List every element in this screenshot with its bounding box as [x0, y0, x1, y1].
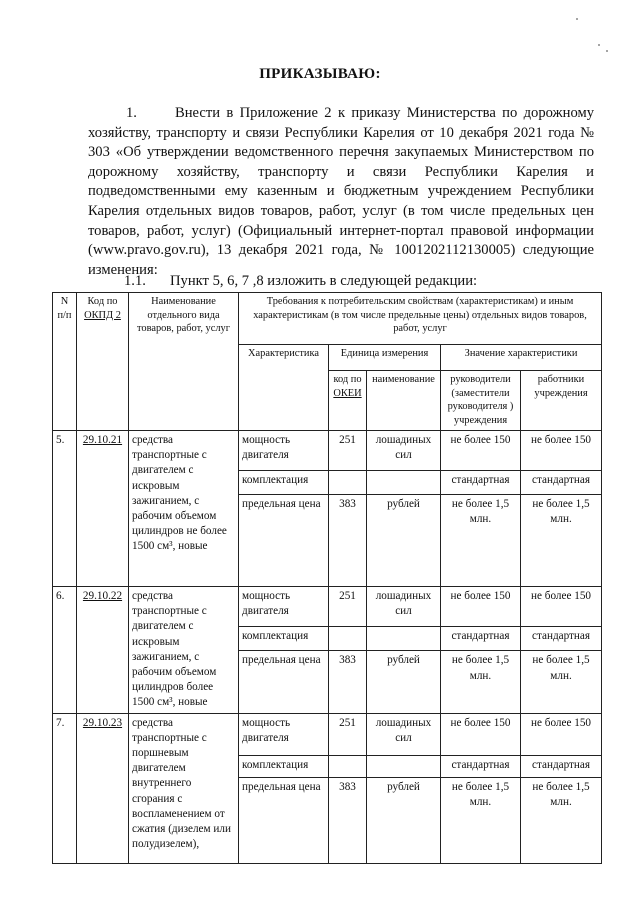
- row-name: средства транспортные с двигателем с искровым зажиганием, с рабочим объемом цилиндров не более 1500 см³, новые: [129, 431, 239, 587]
- char-workers-value: не более 150: [521, 713, 602, 755]
- char-name: комплектация: [239, 471, 329, 495]
- char-workers-value: стандартная: [521, 471, 602, 495]
- char-okei: [329, 627, 367, 651]
- char-okei: 383: [329, 651, 367, 713]
- row-num: 6.: [53, 587, 77, 714]
- char-okei: 251: [329, 431, 367, 471]
- char-managers-value: не более 1,5 млн.: [441, 495, 521, 587]
- underlined-abbr: ОКЕИ: [333, 387, 362, 399]
- char-managers-value: не более 150: [441, 431, 521, 471]
- char-managers-value: стандартная: [441, 755, 521, 777]
- requirements-table: [52, 292, 602, 864]
- char-name: предельная цена: [239, 777, 329, 863]
- char-name: предельная цена: [239, 651, 329, 713]
- header-unit-name: наименование: [367, 371, 441, 431]
- char-workers-value: не более 1,5 млн.: [521, 651, 602, 713]
- char-unit: [367, 471, 441, 495]
- char-name: мощность двигателя: [239, 713, 329, 755]
- header-unit: Единица измерения: [329, 345, 441, 371]
- header-okei-text: код по ОКЕИ: [333, 374, 362, 399]
- subitem-1-1: [124, 272, 477, 292]
- header-characteristic: Характеристика: [239, 345, 329, 431]
- subitem-text: Пункт 5, 6, 7 ,8 изложить в следующей редакции:: [170, 273, 478, 289]
- row-code: 29.10.21: [77, 431, 129, 587]
- table-row: [53, 587, 602, 627]
- char-managers-value: стандартная: [441, 471, 521, 495]
- char-name: предельная цена: [239, 495, 329, 587]
- char-managers-value: не более 150: [441, 713, 521, 755]
- char-managers-value: не более 150: [441, 587, 521, 627]
- char-okei: 383: [329, 777, 367, 863]
- char-name: мощность двигателя: [239, 587, 329, 627]
- char-okei: [329, 471, 367, 495]
- char-unit: рублей: [367, 651, 441, 713]
- char-workers-value: не более 1,5 млн.: [521, 777, 602, 863]
- char-workers-value: стандартная: [521, 755, 602, 777]
- char-workers-value: не более 1,5 млн.: [521, 495, 602, 587]
- subitem-number: 1.1.: [124, 273, 146, 289]
- char-unit: лошадиных сил: [367, 587, 441, 627]
- header-num: N п/п: [53, 293, 77, 431]
- char-okei: 383: [329, 495, 367, 587]
- header-code: [77, 293, 129, 431]
- header-managers: руководители (заместители руководителя ) учреждения: [441, 371, 521, 431]
- char-name: комплектация: [239, 755, 329, 777]
- char-workers-value: не более 150: [521, 587, 602, 627]
- char-unit: лошадиных сил: [367, 431, 441, 471]
- header-workers: работники учреждения: [521, 371, 602, 431]
- char-okei: 251: [329, 713, 367, 755]
- char-unit: [367, 755, 441, 777]
- amendment-paragraph: 1. Внести в Приложение 2 к приказу Министерства по дорожному хозяйству, транспорту и связи Республики Карелия от 10 декабря 2021 года № 303 «Об утверждении ведомственного перечня закупаемых Министерством по дорожному хозяйству, транспорту и связи Республики Карелия и подведомственными ему казенным и бюджетным учреждением Республики Карелия отдельных видов товаров, работ, услуг (в том числе предельных цен товаров, работ, услуг) (Официальный интернет-портал правовой информации (www.pravo.gov.ru), 13 декабря 2021 года, № 1001202112130005) следующие изменения:: [88, 105, 594, 278]
- char-name: мощность двигателя: [239, 431, 329, 471]
- char-managers-value: стандартная: [441, 627, 521, 651]
- header-code-text: Код по ОКПД 2: [84, 296, 121, 321]
- char-unit: рублей: [367, 777, 441, 863]
- row-code: 29.10.22: [77, 587, 129, 714]
- header-okei: [329, 371, 367, 431]
- char-unit: лошадиных сил: [367, 713, 441, 755]
- char-okei: [329, 755, 367, 777]
- char-name: комплектация: [239, 627, 329, 651]
- char-managers-value: не более 1,5 млн.: [441, 651, 521, 713]
- row-name: средства транспортные с поршневым двигателем внутреннего сгорания с воспламенением от сжатия (дизелем или полудизелем),: [129, 713, 239, 863]
- row-code: 29.10.23: [77, 713, 129, 863]
- table-row: [53, 431, 602, 471]
- char-workers-value: стандартная: [521, 627, 602, 651]
- header-value: Значение характеристики: [441, 345, 602, 371]
- underlined-abbr: ОКПД 2: [84, 309, 121, 321]
- header-requirements: Требования к потребительским свойствам (характеристикам) и иным характеристикам (в том числе предельные цены) отдельных видов товаров, работ, услуг: [239, 293, 602, 345]
- row-num: 7.: [53, 713, 77, 863]
- char-workers-value: не более 150: [521, 431, 602, 471]
- scan-specks: [572, 14, 612, 64]
- row-name: средства транспортные с двигателем с искровым зажиганием, с рабочим объемом цилиндров более 1500 см³, новые: [129, 587, 239, 714]
- header-name: Наименование отдельного вида товаров, работ, услуг: [129, 293, 239, 431]
- char-unit: рублей: [367, 495, 441, 587]
- char-unit: [367, 627, 441, 651]
- char-managers-value: не более 1,5 млн.: [441, 777, 521, 863]
- char-okei: 251: [329, 587, 367, 627]
- table-row: [53, 713, 602, 755]
- row-num: 5.: [53, 431, 77, 587]
- order-heading: ПРИКАЗЫВАЮ:: [259, 66, 381, 82]
